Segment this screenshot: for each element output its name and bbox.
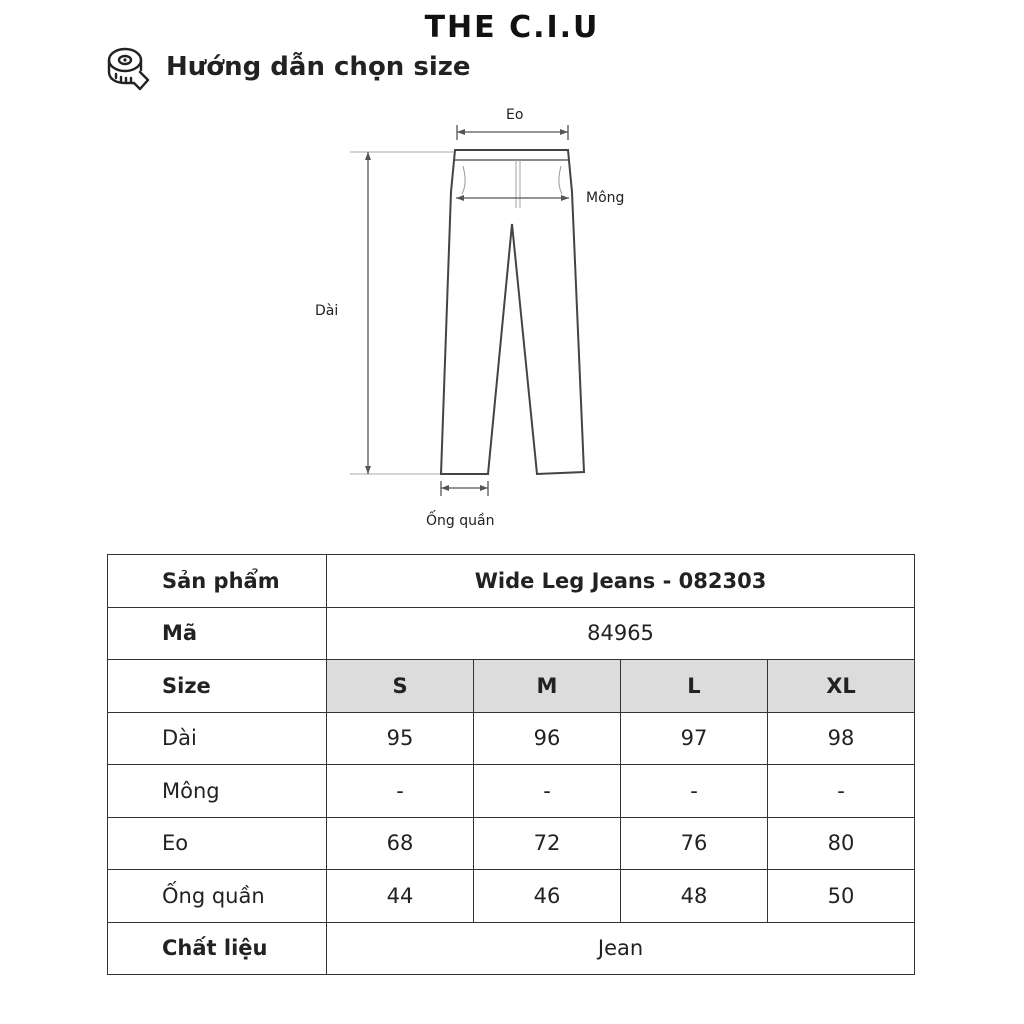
row-label: Ống quần <box>108 870 327 923</box>
page-header <box>104 42 471 92</box>
cell-value: - <box>621 765 768 818</box>
size-m: M <box>474 660 621 713</box>
brand-logo: THE C.I.U <box>424 10 600 45</box>
size-label: Size <box>108 660 327 713</box>
table-row-size <box>108 660 915 713</box>
table-row-material <box>108 922 915 975</box>
table-row-waist <box>108 817 915 870</box>
size-xl: XL <box>768 660 915 713</box>
cell-value: 50 <box>768 870 915 923</box>
material-label: Chất liệu <box>108 922 327 975</box>
cell-value: 68 <box>327 817 474 870</box>
product-value: Wide Leg Jeans - 082303 <box>327 555 915 608</box>
row-label: Mông <box>108 765 327 818</box>
cell-value: 80 <box>768 817 915 870</box>
cell-value: 76 <box>621 817 768 870</box>
row-label: Dài <box>108 712 327 765</box>
cell-value: 96 <box>474 712 621 765</box>
cell-value: 44 <box>327 870 474 923</box>
table-row-product <box>108 555 915 608</box>
cell-value: 97 <box>621 712 768 765</box>
pants-illustration <box>300 100 660 540</box>
cell-value: - <box>474 765 621 818</box>
cell-value: 72 <box>474 817 621 870</box>
table-row-code <box>108 607 915 660</box>
code-value: 84965 <box>327 607 915 660</box>
size-chart-table <box>107 554 915 975</box>
cell-value: 98 <box>768 712 915 765</box>
table-row-leg-opening <box>108 870 915 923</box>
cell-value: 95 <box>327 712 474 765</box>
material-value: Jean <box>327 922 915 975</box>
size-s: S <box>327 660 474 713</box>
waist-label: Eo <box>506 107 524 123</box>
hip-label: Mông <box>586 190 625 206</box>
table-row-length <box>108 712 915 765</box>
size-l: L <box>621 660 768 713</box>
product-label: Sản phẩm <box>108 555 327 608</box>
length-label: Dài <box>315 303 339 319</box>
measuring-tape-icon <box>104 42 154 92</box>
leg-opening-label: Ống quần <box>426 513 495 529</box>
cell-value: 48 <box>621 870 768 923</box>
page-title: Hướng dẫn chọn size <box>166 52 471 82</box>
cell-value: - <box>327 765 474 818</box>
table-row-hip <box>108 765 915 818</box>
cell-value: - <box>768 765 915 818</box>
pants-diagram <box>300 100 660 540</box>
row-label: Eo <box>108 817 327 870</box>
cell-value: 46 <box>474 870 621 923</box>
code-label: Mã <box>108 607 327 660</box>
